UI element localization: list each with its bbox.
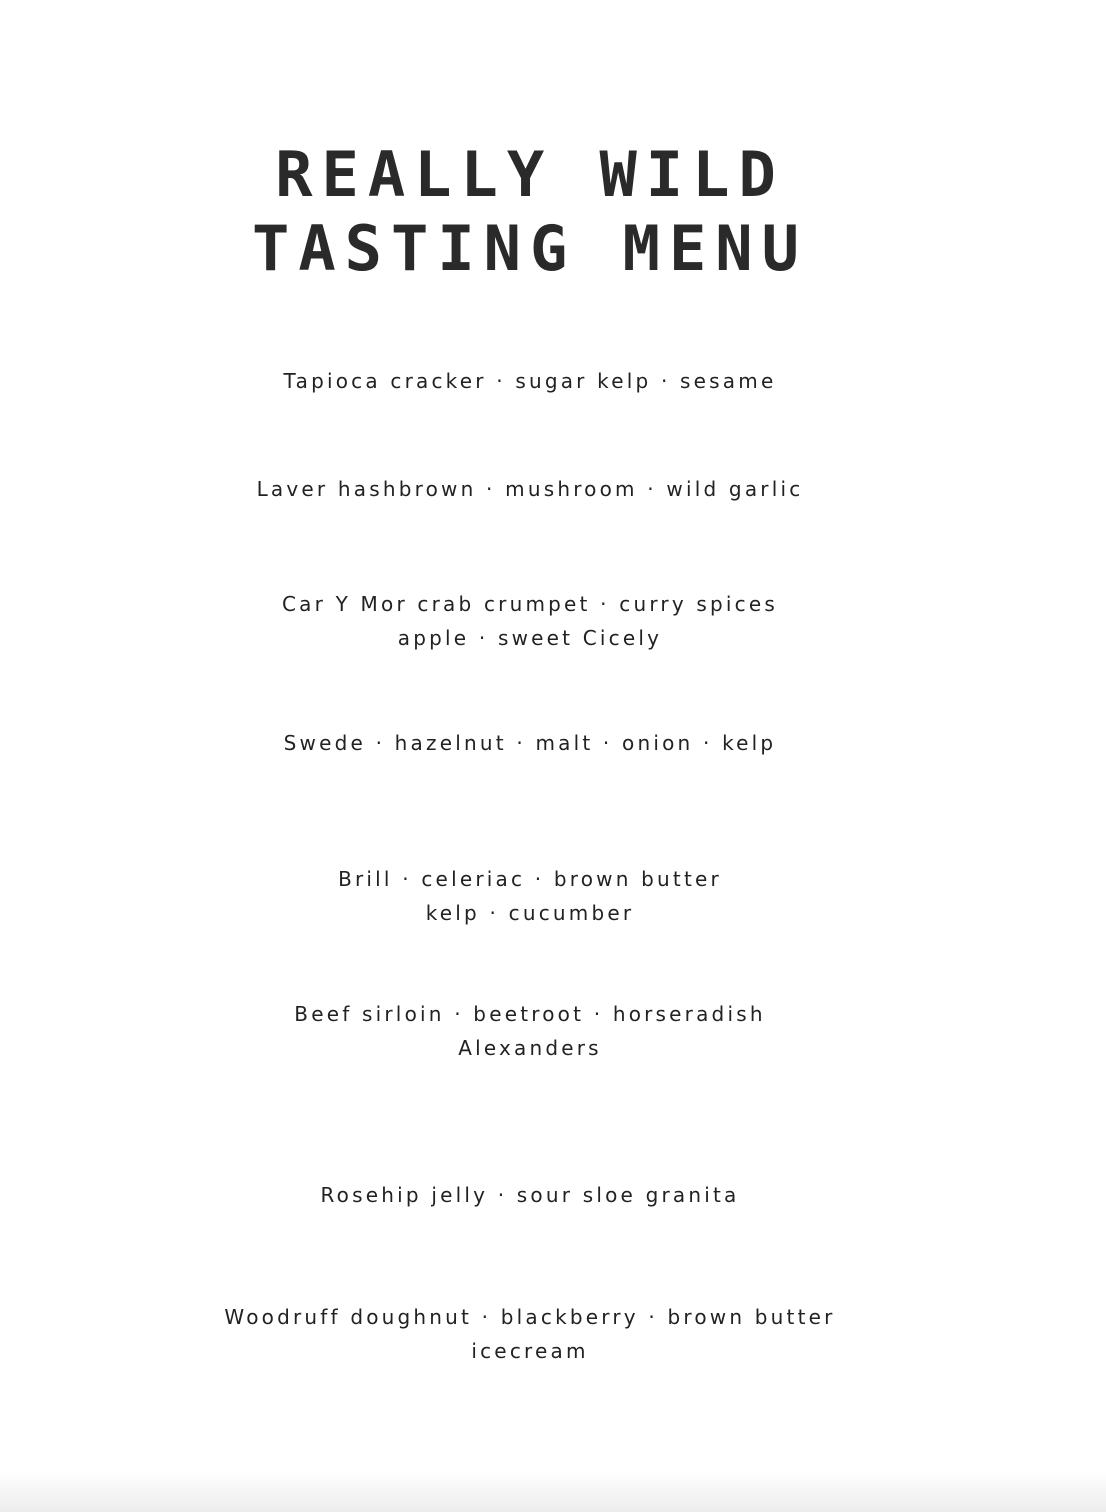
- course-line: Tapioca cracker · sugar kelp · sesame: [283, 369, 777, 393]
- bottom-edge-shadow: [0, 1472, 1106, 1512]
- course-line: Beef sirloin · beetroot · horseradish: [294, 1002, 766, 1026]
- course-line: kelp · cucumber: [425, 901, 635, 925]
- course-line: apple · sweet Cicely: [397, 626, 663, 650]
- course-7: [0, 1178, 1060, 1212]
- menu-title-line: REALLY WILD: [275, 138, 785, 211]
- course-6: [0, 997, 1060, 1065]
- course-line: Woodruff doughnut · blackberry · brown butter: [224, 1305, 836, 1329]
- course-line: Laver hashbrown · mushroom · wild garlic: [256, 477, 804, 501]
- course-8: [0, 1300, 1060, 1368]
- course-4: [0, 726, 1060, 760]
- course-line: Alexanders: [458, 1036, 602, 1060]
- course-line: Brill · celeriac · brown butter: [338, 867, 722, 891]
- course-line: Car Y Mor crab crumpet · curry spices: [281, 592, 779, 616]
- course-line: Rosehip jelly · sour sloe granita: [320, 1183, 740, 1207]
- course-line: Swede · hazelnut · malt · onion · kelp: [283, 731, 777, 755]
- course-1: [0, 364, 1060, 398]
- menu-title: [0, 138, 1060, 286]
- course-2: [0, 472, 1060, 506]
- course-5: [0, 862, 1060, 930]
- menu-title-line: TASTING MENU: [252, 212, 808, 285]
- course-line: icecream: [471, 1339, 589, 1363]
- course-3: [0, 587, 1060, 655]
